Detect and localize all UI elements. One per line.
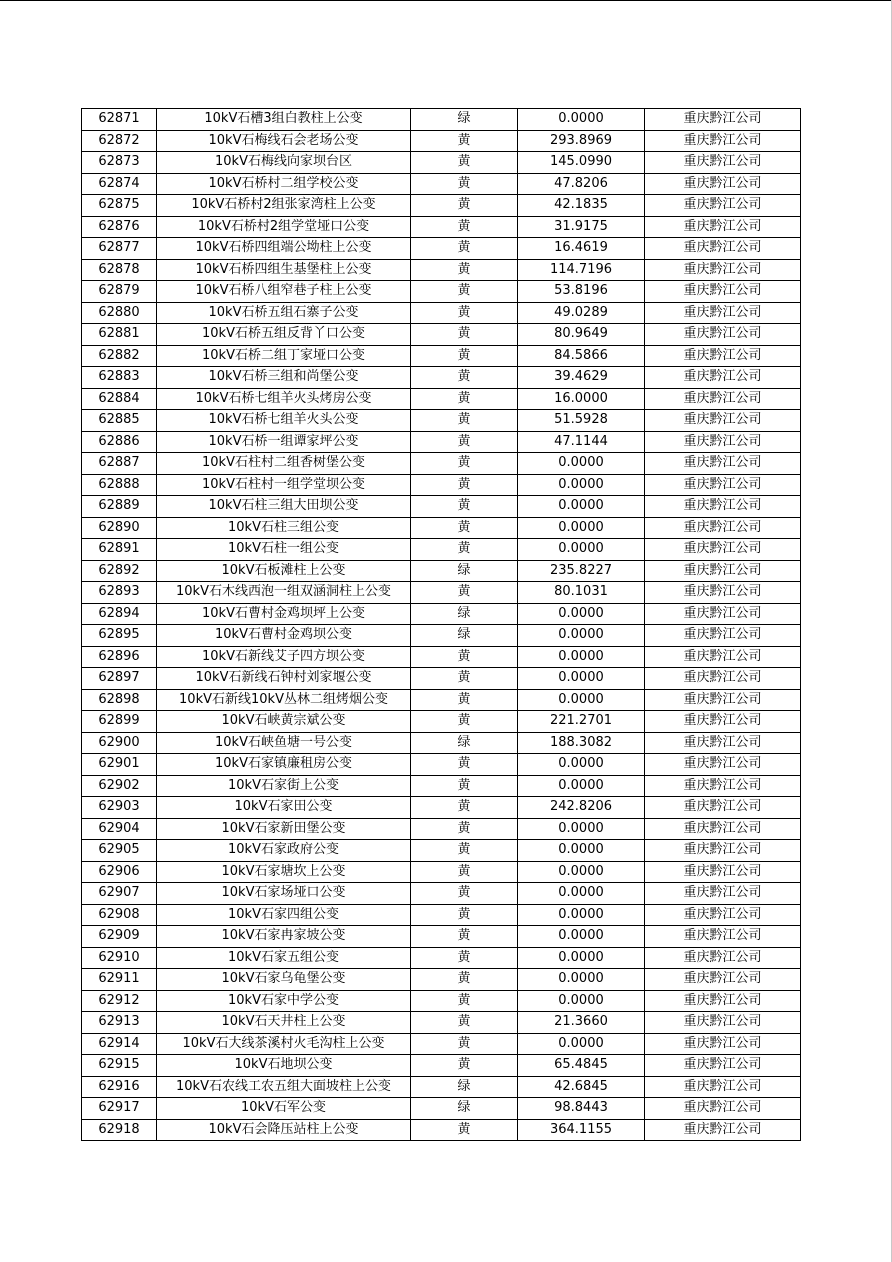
company-cell: 重庆黔江公司	[645, 904, 801, 926]
value-cell: 98.8443	[518, 1098, 645, 1120]
status-color-cell: 黄	[411, 646, 518, 668]
value-cell: 42.1835	[518, 195, 645, 217]
status-color-cell: 黄	[411, 668, 518, 690]
row-id-cell: 62911	[82, 969, 157, 991]
table-row	[82, 474, 801, 496]
status-color-cell: 绿	[411, 1076, 518, 1098]
table-row	[82, 861, 801, 883]
table-row	[82, 560, 801, 582]
row-id-cell: 62904	[82, 818, 157, 840]
transformer-name-cell: 10kV石峡黄宗斌公变	[157, 711, 411, 733]
transformer-name-cell: 10kV石桥八组窄巷子柱上公变	[157, 281, 411, 303]
table-row	[82, 732, 801, 754]
table-row	[82, 1119, 801, 1141]
row-id-cell: 62875	[82, 195, 157, 217]
value-cell: 0.0000	[518, 775, 645, 797]
status-color-cell: 绿	[411, 560, 518, 582]
company-cell: 重庆黔江公司	[645, 410, 801, 432]
status-color-cell: 黄	[411, 861, 518, 883]
company-cell: 重庆黔江公司	[645, 259, 801, 281]
table-row	[82, 281, 801, 303]
value-cell: 0.0000	[518, 840, 645, 862]
value-cell: 0.0000	[518, 926, 645, 948]
value-cell: 0.0000	[518, 539, 645, 561]
table-row	[82, 1012, 801, 1034]
table-row	[82, 539, 801, 561]
value-cell: 0.0000	[518, 947, 645, 969]
row-id-cell: 62873	[82, 152, 157, 174]
table-row	[82, 152, 801, 174]
company-cell: 重庆黔江公司	[645, 324, 801, 346]
transformer-name-cell: 10kV石大线茶溪村火毛沟柱上公变	[157, 1033, 411, 1055]
row-id-cell: 62917	[82, 1098, 157, 1120]
company-cell: 重庆黔江公司	[645, 431, 801, 453]
company-cell: 重庆黔江公司	[645, 797, 801, 819]
transformer-name-cell: 10kV石柱一组公变	[157, 539, 411, 561]
table-row	[82, 1033, 801, 1055]
row-id-cell: 62884	[82, 388, 157, 410]
status-color-cell: 黄	[411, 431, 518, 453]
table-row	[82, 668, 801, 690]
table-row	[82, 926, 801, 948]
company-cell: 重庆黔江公司	[645, 345, 801, 367]
company-cell: 重庆黔江公司	[645, 195, 801, 217]
table-row	[82, 883, 801, 905]
value-cell: 0.0000	[518, 109, 645, 131]
status-color-cell: 黄	[411, 130, 518, 152]
row-id-cell: 62899	[82, 711, 157, 733]
status-color-cell: 绿	[411, 625, 518, 647]
value-cell: 51.5928	[518, 410, 645, 432]
table-row	[82, 797, 801, 819]
company-cell: 重庆黔江公司	[645, 367, 801, 389]
status-color-cell: 黄	[411, 990, 518, 1012]
row-id-cell: 62874	[82, 173, 157, 195]
value-cell: 0.0000	[518, 603, 645, 625]
table-row	[82, 431, 801, 453]
row-id-cell: 62909	[82, 926, 157, 948]
row-id-cell: 62913	[82, 1012, 157, 1034]
value-cell: 0.0000	[518, 474, 645, 496]
row-id-cell: 62892	[82, 560, 157, 582]
table-row	[82, 625, 801, 647]
table-row	[82, 173, 801, 195]
row-id-cell: 62907	[82, 883, 157, 905]
table-row	[82, 904, 801, 926]
row-id-cell: 62880	[82, 302, 157, 324]
status-color-cell: 黄	[411, 281, 518, 303]
transformer-name-cell: 10kV石曹村金鸡坝公变	[157, 625, 411, 647]
company-cell: 重庆黔江公司	[645, 302, 801, 324]
table-row	[82, 1055, 801, 1077]
status-color-cell: 黄	[411, 582, 518, 604]
value-cell: 47.8206	[518, 173, 645, 195]
status-color-cell: 黄	[411, 453, 518, 475]
company-cell: 重庆黔江公司	[645, 947, 801, 969]
row-id-cell: 62885	[82, 410, 157, 432]
transformer-name-cell: 10kV石桥四组生基堡柱上公变	[157, 259, 411, 281]
value-cell: 0.0000	[518, 496, 645, 518]
transformer-name-cell: 10kV石桥七组羊火头公变	[157, 410, 411, 432]
company-cell: 重庆黔江公司	[645, 818, 801, 840]
table-row	[82, 302, 801, 324]
company-cell: 重庆黔江公司	[645, 646, 801, 668]
row-id-cell: 62886	[82, 431, 157, 453]
row-id-cell: 62902	[82, 775, 157, 797]
status-color-cell: 绿	[411, 109, 518, 131]
row-id-cell: 62871	[82, 109, 157, 131]
status-color-cell: 黄	[411, 1119, 518, 1141]
status-color-cell: 黄	[411, 259, 518, 281]
transformer-name-cell: 10kV石柱三组大田坝公变	[157, 496, 411, 518]
status-color-cell: 绿	[411, 603, 518, 625]
status-color-cell: 黄	[411, 302, 518, 324]
status-color-cell: 黄	[411, 173, 518, 195]
company-cell: 重庆黔江公司	[645, 474, 801, 496]
transformer-name-cell: 10kV石桥一组谭家坪公变	[157, 431, 411, 453]
table-row	[82, 775, 801, 797]
row-id-cell: 62914	[82, 1033, 157, 1055]
company-cell: 重庆黔江公司	[645, 732, 801, 754]
transformer-name-cell: 10kV石家田公变	[157, 797, 411, 819]
row-id-cell: 62905	[82, 840, 157, 862]
transformer-name-cell: 10kV石军公变	[157, 1098, 411, 1120]
company-cell: 重庆黔江公司	[645, 1012, 801, 1034]
transformer-name-cell: 10kV石家新田堡公变	[157, 818, 411, 840]
value-cell: 65.4845	[518, 1055, 645, 1077]
value-cell: 0.0000	[518, 1033, 645, 1055]
transformer-name-cell: 10kV石桥五组石寨子公变	[157, 302, 411, 324]
row-id-cell: 62883	[82, 367, 157, 389]
value-cell: 242.8206	[518, 797, 645, 819]
company-cell: 重庆黔江公司	[645, 496, 801, 518]
transformer-name-cell: 10kV石木线西泡一组双涵洞柱上公变	[157, 582, 411, 604]
value-cell: 0.0000	[518, 969, 645, 991]
row-id-cell: 62912	[82, 990, 157, 1012]
value-cell: 0.0000	[518, 861, 645, 883]
status-color-cell: 黄	[411, 195, 518, 217]
value-cell: 42.6845	[518, 1076, 645, 1098]
company-cell: 重庆黔江公司	[645, 216, 801, 238]
transformer-name-cell: 10kV石地坝公变	[157, 1055, 411, 1077]
transformer-name-cell: 10kV石柱村二组香树堡公变	[157, 453, 411, 475]
table-row	[82, 603, 801, 625]
row-id-cell: 62903	[82, 797, 157, 819]
table-row	[82, 216, 801, 238]
table-row	[82, 388, 801, 410]
table-row	[82, 238, 801, 260]
company-cell: 重庆黔江公司	[645, 453, 801, 475]
value-cell: 21.3660	[518, 1012, 645, 1034]
row-id-cell: 62910	[82, 947, 157, 969]
transformer-name-cell: 10kV石曹村金鸡坝坪上公变	[157, 603, 411, 625]
transformer-name-cell: 10kV石家四组公变	[157, 904, 411, 926]
value-cell: 221.2701	[518, 711, 645, 733]
transformer-name-cell: 10kV石家镇廉租房公变	[157, 754, 411, 776]
row-id-cell: 62889	[82, 496, 157, 518]
status-color-cell: 黄	[411, 969, 518, 991]
row-id-cell: 62901	[82, 754, 157, 776]
table-row	[82, 969, 801, 991]
status-color-cell: 黄	[411, 496, 518, 518]
row-id-cell: 62877	[82, 238, 157, 260]
transformer-name-cell: 10kV石板滩柱上公变	[157, 560, 411, 582]
table-row	[82, 195, 801, 217]
status-color-cell: 黄	[411, 689, 518, 711]
table-row	[82, 367, 801, 389]
row-id-cell: 62890	[82, 517, 157, 539]
transformer-name-cell: 10kV石槽3组白教柱上公变	[157, 109, 411, 131]
company-cell: 重庆黔江公司	[645, 388, 801, 410]
value-cell: 293.8969	[518, 130, 645, 152]
page-top-border	[0, 0, 892, 1]
table-row	[82, 109, 801, 131]
row-id-cell: 62888	[82, 474, 157, 496]
company-cell: 重庆黔江公司	[645, 1033, 801, 1055]
status-color-cell: 黄	[411, 474, 518, 496]
transformer-name-cell: 10kV石桥二组丁家垭口公变	[157, 345, 411, 367]
row-id-cell: 62906	[82, 861, 157, 883]
value-cell: 235.8227	[518, 560, 645, 582]
company-cell: 重庆黔江公司	[645, 1119, 801, 1141]
status-color-cell: 黄	[411, 1033, 518, 1055]
company-cell: 重庆黔江公司	[645, 517, 801, 539]
value-cell: 53.8196	[518, 281, 645, 303]
status-color-cell: 黄	[411, 539, 518, 561]
status-color-cell: 黄	[411, 840, 518, 862]
status-color-cell: 黄	[411, 1012, 518, 1034]
row-id-cell: 62872	[82, 130, 157, 152]
transformer-name-cell: 10kV石梅线向家坝台区	[157, 152, 411, 174]
company-cell: 重庆黔江公司	[645, 1098, 801, 1120]
transformer-name-cell: 10kV石桥七组羊火头烤房公变	[157, 388, 411, 410]
value-cell: 0.0000	[518, 818, 645, 840]
table-row	[82, 646, 801, 668]
status-color-cell: 黄	[411, 797, 518, 819]
status-color-cell: 黄	[411, 216, 518, 238]
table-row	[82, 582, 801, 604]
table-row	[82, 754, 801, 776]
table-row	[82, 1076, 801, 1098]
transformer-name-cell: 10kV石桥四组端公坳柱上公变	[157, 238, 411, 260]
company-cell: 重庆黔江公司	[645, 754, 801, 776]
transformer-name-cell: 10kV石桥村2组张家湾柱上公变	[157, 195, 411, 217]
status-color-cell: 黄	[411, 818, 518, 840]
row-id-cell: 62898	[82, 689, 157, 711]
row-id-cell: 62900	[82, 732, 157, 754]
company-cell: 重庆黔江公司	[645, 582, 801, 604]
value-cell: 0.0000	[518, 883, 645, 905]
transformer-name-cell: 10kV石桥村2组学堂垭口公变	[157, 216, 411, 238]
row-id-cell: 62887	[82, 453, 157, 475]
transformer-name-cell: 10kV石桥五组反背丫口公变	[157, 324, 411, 346]
value-cell: 0.0000	[518, 646, 645, 668]
transformer-name-cell: 10kV石家政府公变	[157, 840, 411, 862]
company-cell: 重庆黔江公司	[645, 539, 801, 561]
status-color-cell: 黄	[411, 238, 518, 260]
transformer-name-cell: 10kV石新线艾子四方坝公变	[157, 646, 411, 668]
value-cell: 84.5866	[518, 345, 645, 367]
row-id-cell: 62895	[82, 625, 157, 647]
transformer-name-cell: 10kV石柱三组公变	[157, 517, 411, 539]
value-cell: 80.9649	[518, 324, 645, 346]
status-color-cell: 黄	[411, 345, 518, 367]
row-id-cell: 62878	[82, 259, 157, 281]
table-body	[82, 109, 801, 1141]
company-cell: 重庆黔江公司	[645, 238, 801, 260]
row-id-cell: 62897	[82, 668, 157, 690]
value-cell: 114.7196	[518, 259, 645, 281]
table-row	[82, 711, 801, 733]
transformer-name-cell: 10kV石农线工农五组大面坡柱上公变	[157, 1076, 411, 1098]
row-id-cell: 62876	[82, 216, 157, 238]
status-color-cell: 黄	[411, 883, 518, 905]
transformer-name-cell: 10kV石梅线石会老场公变	[157, 130, 411, 152]
value-cell: 0.0000	[518, 904, 645, 926]
value-cell: 145.0990	[518, 152, 645, 174]
transformer-name-cell: 10kV石家乌龟堡公变	[157, 969, 411, 991]
table-row	[82, 1098, 801, 1120]
company-cell: 重庆黔江公司	[645, 281, 801, 303]
transformer-name-cell: 10kV石天井柱上公变	[157, 1012, 411, 1034]
row-id-cell: 62894	[82, 603, 157, 625]
company-cell: 重庆黔江公司	[645, 861, 801, 883]
row-id-cell: 62879	[82, 281, 157, 303]
value-cell: 0.0000	[518, 754, 645, 776]
table-row	[82, 496, 801, 518]
company-cell: 重庆黔江公司	[645, 689, 801, 711]
status-color-cell: 黄	[411, 754, 518, 776]
company-cell: 重庆黔江公司	[645, 668, 801, 690]
company-cell: 重庆黔江公司	[645, 711, 801, 733]
status-color-cell: 黄	[411, 926, 518, 948]
row-id-cell: 62893	[82, 582, 157, 604]
status-color-cell: 黄	[411, 904, 518, 926]
status-color-cell: 绿	[411, 1098, 518, 1120]
value-cell: 188.3082	[518, 732, 645, 754]
value-cell: 0.0000	[518, 689, 645, 711]
table-row	[82, 990, 801, 1012]
table-row	[82, 689, 801, 711]
status-color-cell: 黄	[411, 517, 518, 539]
company-cell: 重庆黔江公司	[645, 1076, 801, 1098]
company-cell: 重庆黔江公司	[645, 1055, 801, 1077]
company-cell: 重庆黔江公司	[645, 990, 801, 1012]
table-row	[82, 324, 801, 346]
status-color-cell: 黄	[411, 152, 518, 174]
table-row	[82, 517, 801, 539]
row-id-cell: 62916	[82, 1076, 157, 1098]
value-cell: 31.9175	[518, 216, 645, 238]
value-cell: 49.0289	[518, 302, 645, 324]
row-id-cell: 62908	[82, 904, 157, 926]
company-cell: 重庆黔江公司	[645, 883, 801, 905]
table-row	[82, 840, 801, 862]
table-row	[82, 818, 801, 840]
company-cell: 重庆黔江公司	[645, 625, 801, 647]
transformer-name-cell: 10kV石新线石钟村刘家堰公变	[157, 668, 411, 690]
transformer-name-cell: 10kV石家中学公变	[157, 990, 411, 1012]
table-row	[82, 410, 801, 432]
transformer-name-cell: 10kV石柱村一组学堂坝公变	[157, 474, 411, 496]
row-id-cell: 62882	[82, 345, 157, 367]
transformer-name-cell: 10kV石家塘坎上公变	[157, 861, 411, 883]
transformer-name-cell: 10kV石家五组公变	[157, 947, 411, 969]
value-cell: 16.4619	[518, 238, 645, 260]
value-cell: 47.1144	[518, 431, 645, 453]
value-cell: 0.0000	[518, 625, 645, 647]
transformer-name-cell: 10kV石家场垭口公变	[157, 883, 411, 905]
company-cell: 重庆黔江公司	[645, 603, 801, 625]
row-id-cell: 62896	[82, 646, 157, 668]
company-cell: 重庆黔江公司	[645, 840, 801, 862]
row-id-cell: 62915	[82, 1055, 157, 1077]
row-id-cell: 62918	[82, 1119, 157, 1141]
status-color-cell: 黄	[411, 367, 518, 389]
company-cell: 重庆黔江公司	[645, 775, 801, 797]
status-color-cell: 黄	[411, 775, 518, 797]
table-row	[82, 345, 801, 367]
value-cell: 0.0000	[518, 453, 645, 475]
transformer-table	[81, 108, 801, 1141]
value-cell: 0.0000	[518, 668, 645, 690]
company-cell: 重庆黔江公司	[645, 152, 801, 174]
value-cell: 0.0000	[518, 517, 645, 539]
transformer-name-cell: 10kV石桥三组和尚堡公变	[157, 367, 411, 389]
company-cell: 重庆黔江公司	[645, 969, 801, 991]
status-color-cell: 黄	[411, 947, 518, 969]
table-row	[82, 130, 801, 152]
table-row	[82, 259, 801, 281]
status-color-cell: 黄	[411, 388, 518, 410]
company-cell: 重庆黔江公司	[645, 560, 801, 582]
status-color-cell: 黄	[411, 711, 518, 733]
row-id-cell: 62881	[82, 324, 157, 346]
value-cell: 39.4629	[518, 367, 645, 389]
transformer-name-cell: 10kV石会降压站柱上公变	[157, 1119, 411, 1141]
company-cell: 重庆黔江公司	[645, 173, 801, 195]
status-color-cell: 绿	[411, 732, 518, 754]
transformer-name-cell: 10kV石家街上公变	[157, 775, 411, 797]
status-color-cell: 黄	[411, 1055, 518, 1077]
transformer-name-cell: 10kV石峡鱼塘一号公变	[157, 732, 411, 754]
value-cell: 80.1031	[518, 582, 645, 604]
status-color-cell: 黄	[411, 410, 518, 432]
company-cell: 重庆黔江公司	[645, 109, 801, 131]
transformer-name-cell: 10kV石家冉家坡公变	[157, 926, 411, 948]
transformer-name-cell: 10kV石新线10kV丛林二组烤烟公变	[157, 689, 411, 711]
row-id-cell: 62891	[82, 539, 157, 561]
table-row	[82, 947, 801, 969]
value-cell: 0.0000	[518, 990, 645, 1012]
value-cell: 16.0000	[518, 388, 645, 410]
value-cell: 364.1155	[518, 1119, 645, 1141]
transformer-name-cell: 10kV石桥村二组学校公变	[157, 173, 411, 195]
company-cell: 重庆黔江公司	[645, 130, 801, 152]
status-color-cell: 黄	[411, 324, 518, 346]
table-row	[82, 453, 801, 475]
company-cell: 重庆黔江公司	[645, 926, 801, 948]
